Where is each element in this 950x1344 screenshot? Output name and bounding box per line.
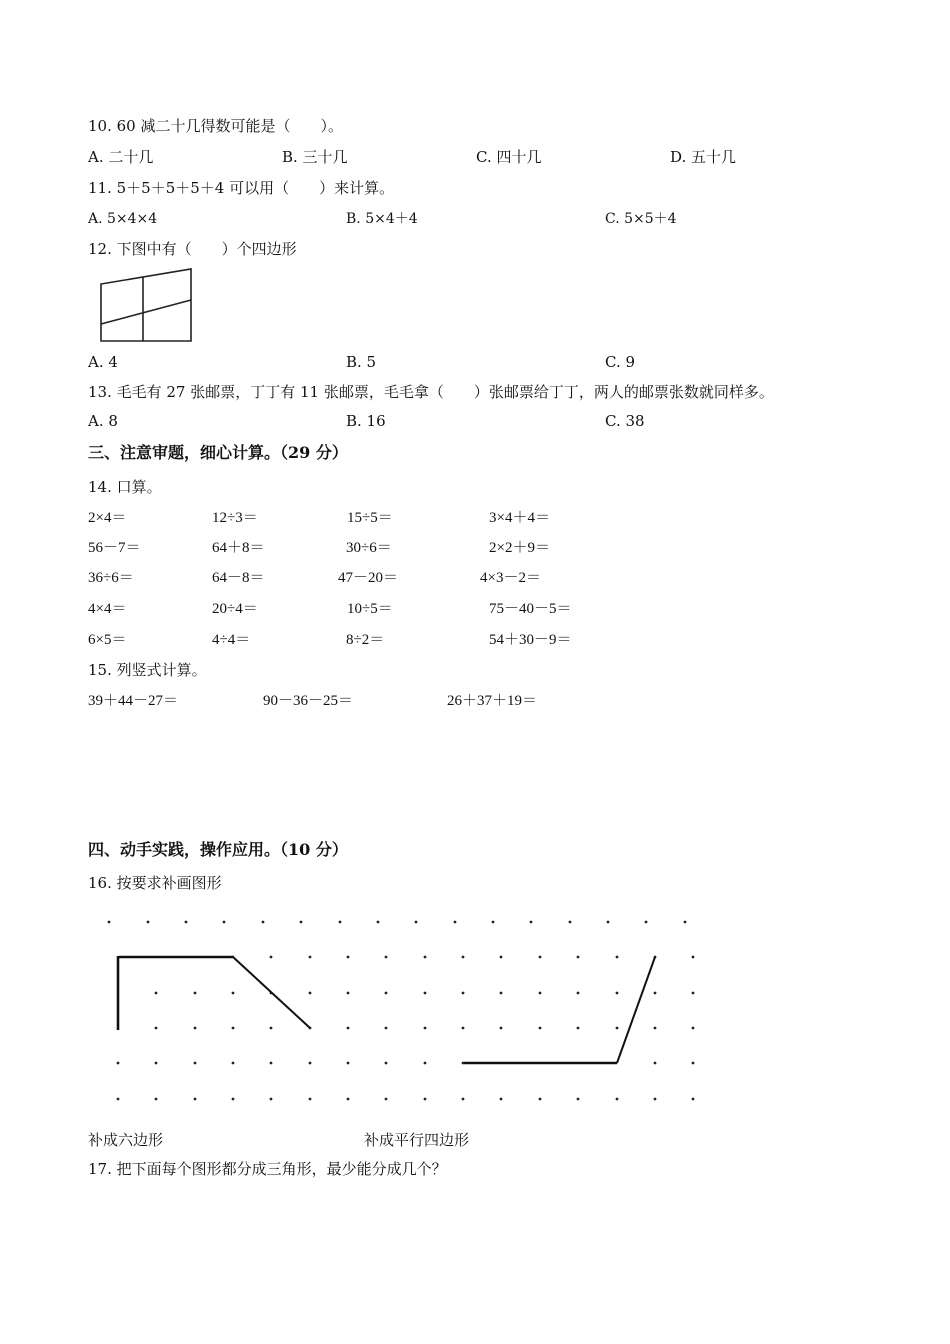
- calc-item: 36÷6＝: [88, 570, 134, 586]
- vertical-calc-item: 90－36－25＝: [263, 693, 354, 709]
- hexagon-label: 补成六边形: [88, 1131, 164, 1149]
- q11-option-a[interactable]: A. 5×4×4: [88, 211, 158, 227]
- q10-option-b[interactable]: B. 三十几: [282, 148, 348, 166]
- q10-option-a[interactable]: A. 二十几: [88, 148, 154, 166]
- q13-option-a[interactable]: A. 8: [88, 412, 118, 430]
- q12-option-b[interactable]: B. 5: [346, 353, 377, 371]
- calc-item: 4÷4＝: [212, 632, 251, 648]
- vertical-calc-item: 39＋44－27＝: [88, 693, 179, 709]
- q13-option-c[interactable]: C. 38: [605, 412, 645, 430]
- calc-item: 4×3－2＝: [480, 570, 541, 586]
- calc-item: 30÷6＝: [346, 540, 392, 556]
- calc-item: 54＋30－9＝: [489, 632, 572, 648]
- calc-item: 10÷5＝: [347, 601, 393, 617]
- calc-item: 64＋8＝: [212, 540, 265, 556]
- outer-quadrilateral: [101, 269, 191, 341]
- q12-option-c[interactable]: C. 9: [605, 353, 636, 371]
- question-14-stem: 14. 口算。: [88, 478, 162, 496]
- q12-option-a[interactable]: A. 4: [88, 353, 118, 371]
- parallelogram-label: 补成平行四边形: [364, 1131, 470, 1149]
- slanted-divider: [101, 300, 191, 324]
- calc-item: 2×2＋9＝: [489, 540, 550, 556]
- question-16-stem: 16. 按要求补画图形: [88, 874, 222, 892]
- question-10-stem: 10. 60 减二十几得数可能是（ ）。: [88, 117, 343, 135]
- q10-option-c[interactable]: C. 四十几: [476, 148, 542, 166]
- section-4-title: 四、动手实践，操作应用。（10 分）: [88, 840, 348, 859]
- calc-item: 12÷3＝: [212, 510, 258, 526]
- grid-dots: [108, 921, 695, 1101]
- question-15-stem: 15. 列竖式计算。: [88, 661, 207, 679]
- calc-item: 4×4＝: [88, 601, 127, 617]
- q11-option-b[interactable]: B. 5×4＋4: [346, 211, 418, 227]
- calc-item: 15÷5＝: [347, 510, 393, 526]
- question-17-stem: 17. 把下面每个图形都分成三角形，最少能分成几个？: [88, 1160, 447, 1178]
- calc-item: 47－20＝: [338, 570, 399, 586]
- q10-option-d[interactable]: D. 五十几: [670, 148, 737, 166]
- calc-item: 8÷2＝: [346, 632, 385, 648]
- calc-item: 64－8＝: [212, 570, 265, 586]
- q11-option-c[interactable]: C. 5×5＋4: [605, 211, 677, 227]
- calc-item: 3×4＋4＝: [489, 510, 550, 526]
- partial-hexagon: [118, 956, 310, 1030]
- vertical-calc-item: 26＋37＋19＝: [447, 693, 538, 709]
- calc-item: 75－40－5＝: [489, 601, 572, 617]
- section-3-title: 三、注意审题，细心计算。（29 分）: [88, 443, 348, 462]
- calc-item: 56－7＝: [88, 540, 141, 556]
- question-11-stem: 11. 5＋5＋5＋5＋4 可以用（ ）来计算。: [88, 179, 395, 197]
- q13-option-b[interactable]: B. 16: [346, 412, 386, 430]
- calc-item: 20÷4＝: [212, 601, 258, 617]
- question-12-stem: 12. 下图中有（ ）个四边形: [88, 240, 297, 258]
- calc-item: 2×4＝: [88, 510, 127, 526]
- partial-parallelogram: [464, 957, 655, 1063]
- calc-item: 6×5＝: [88, 632, 127, 648]
- question-13-stem: 13. 毛毛有 27 张邮票，丁丁有 11 张邮票，毛毛拿（ ）张邮票给丁丁，两人的邮票张数就同样多。: [88, 383, 774, 401]
